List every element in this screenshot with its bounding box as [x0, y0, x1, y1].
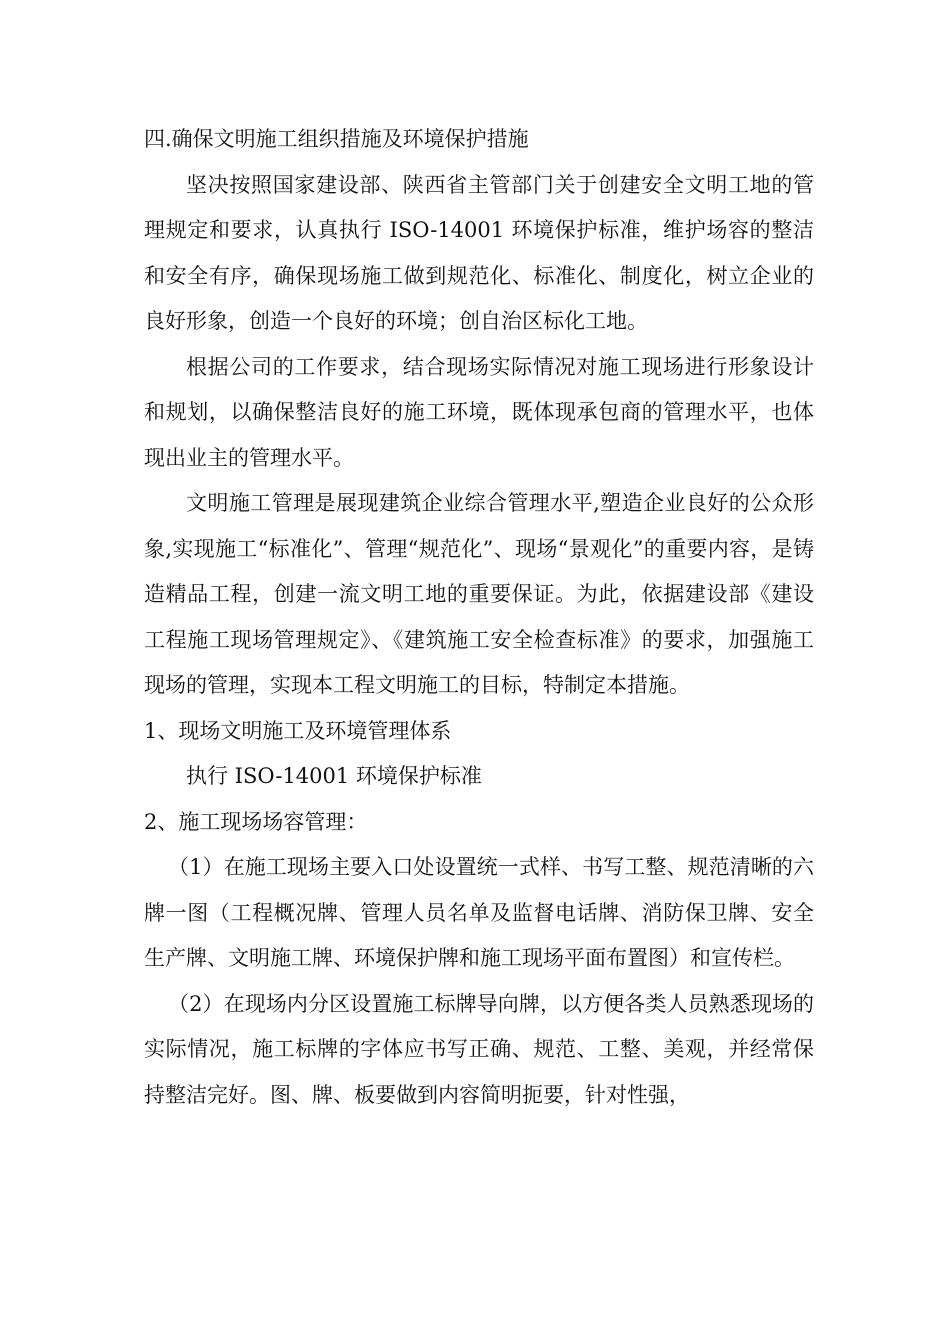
paragraph-intro: 坚决按照国家建设部、陕西省主管部门关于创建安全文明工地的管理规定和要求，认真执行 ISO-14001 环境保护标准，维护场容的整洁和安全有序，确保现场施工做到规范化、标准化、制度化，树立企业的良好形象，创造一个良好的环境；创自治区标化工地。 [144, 172, 814, 333]
section-heading: 四.确保文明施工组织措施及环境保护措施 [144, 127, 529, 151]
section-2-title: 2、施工现场场容管理： [144, 809, 368, 834]
paragraph-management: 文明施工管理是展现建筑企业综合管理水平,塑造企业良好的公众形象,实现施工“标准化”、管理“规范化”、现场“景观化”的重要内容，是铸造精品工程，创建一流文明工地的重要保证。为此，依据建设部《建设工程施工现场管理规定》、《建筑施工安全检查标准》的要求，加强施工现场的管理，实现本工程文明施工的目标，特制定本措施。 [144, 491, 814, 697]
document-body [144, 117, 814, 1118]
section-1-body: 执行 ISO-14001 环境保护标准 [186, 764, 482, 788]
paragraph-planning: 根据公司的工作要求，结合现场实际情况对施工现场进行形象设计和规划，以确保整洁良好的施工环境，既体现承包商的管理水平，也体现出业主的管理水平。 [144, 354, 814, 470]
section-1-title: 1、现场文明施工及环境管理体系 [144, 718, 452, 743]
section-2-item-2: （2）在现场内分区设置施工标牌导向牌，以方便各类人员熟悉现场的实际情况，施工标牌的字体应书写正确、规范、工整、美观，并经常保持整洁完好。图、牌、板要做到内容简明扼要，针对性强， [144, 991, 814, 1107]
section-2-item-1: （1）在施工现场主要入口处设置统一式样、书写工整、规范清晰的六牌一图（工程概况牌、管理人员名单及监督电话牌、消防保卫牌、安全生产牌、文明施工牌、环境保护牌和施工现场平面布置图）和宣传栏。 [144, 855, 814, 970]
